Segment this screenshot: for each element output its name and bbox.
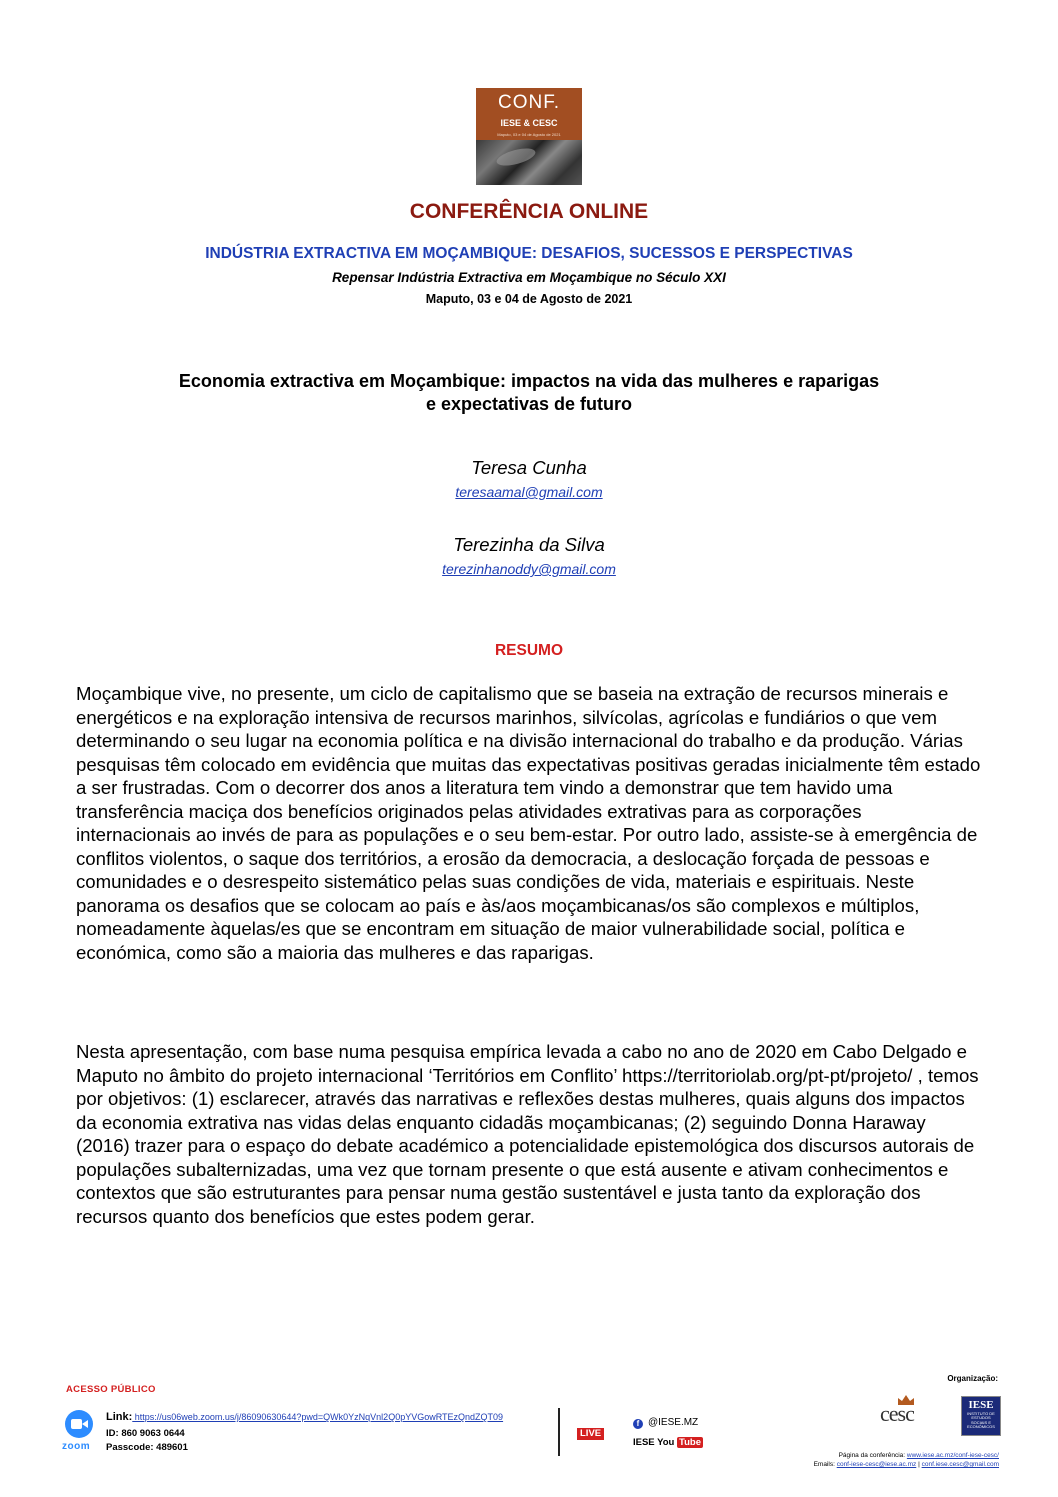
zoom-id-label: ID: [106,1428,119,1439]
live-badge: LIVE [577,1428,604,1440]
organizers-label: Organização: [947,1374,998,1383]
author-name: Teresa Cunha [471,457,587,478]
iese-logo-text: IESE [968,1399,994,1411]
emails-separator: | [916,1461,922,1468]
conference-subtitle: INDÚSTRIA EXTRACTIVA EM MOÇAMBIQUE: DESAFIOS, SUCESSOS E PERSPECTIVAS [205,245,853,262]
abstract-paragraph-1: Moçambique vive, no presente, um ciclo de capitalismo que se baseia na extração de recursos minerais e energéticos e na exploração intensiva de recursos marinhos, silvícolas, agrícolas e fundiários o que vem determinando o seu lugar na economia política e na divisão internacional do trabalho e da produção. Várias pesquisas têm colocado em evidência que muitas das expectativas positivas geradas inicialmente têm estado a ser frustradas. Com o decorrer dos anos a literatura tem vindo a demonstrar que tem havido uma transferência maciça dos benefícios originados pelas atividades extrativas para as corporações internacionais ao invés de para as populações e o seu bem-estar. Por outro lado, assiste-se à emergência de conflitos violentos, o saque dos territórios, a erosão da democracia, a deslocação forçada de pessoas e comunidades e o desrespeito sistemático pelas suas condições de vida, materiais e espirituais. Neste panorama os desafios que se colocam ao país e às/aos moçambicanas/os são complexos e múltiplos, nomeadamente àquelas/es que se encontram em situação de maior vulnerabilidade social, política e económica, como são a maioria das mulheres e das raparigas. [76,683,981,963]
iese-logo-subtext: INSTITUTO DE ESTUDOS SOCIAIS E ECONÓMICOS [967,1411,995,1429]
youtube-icon: Tube [679,1437,701,1448]
paper-title-line-2: e expectativas de futuro [425,394,633,414]
abstract-paragraph-2: Nesta apresentação, com base numa pesquisa empírica levada a cabo no ano de 2020 em Cabo Delgado e Maputo no âmbito do projeto internacional ‘Territórios em Conflito’ https://territoriolab.org/pt-pt/projeto/ , temos por objetivos: (1) esclarecer, através das narrativas e reflexões destas mulheres, quais alguns dos impactos da economia extrativa nas vidas delas enquanto cidadãs moçambicanas; (2) seguindo Donna Haraway (2016) trazer para o espaço do debate académico a potencialidade epistemológica dos discursos autorais de populações subalternizadas, uma vez que tornam presente o que está ausente e ativam conhecimentos e contextos que são estruturantes para pensar numa gestão sustentável e justa tanto da exploração dos recursos quanto dos benefícios que estes podem gerar. [76,1041,979,1227]
zoom-wordmark: zoom [62,1441,91,1452]
email-link[interactable]: conf-iese-cesc@iese.ac.mz [836,1461,917,1468]
logo-line-date: Maputo, 03 e 04 de Agosto de 2021 [497,132,561,137]
cesc-logo-text: cesc [880,1401,914,1426]
email-link[interactable]: conf.iese.cesc@gmail.com [921,1461,999,1468]
youtube-channel[interactable] [633,1437,703,1448]
emails-row [700,1461,999,1468]
zoom-id-row [106,1428,185,1439]
zoom-link-label: Link: [106,1411,133,1423]
conference-page-label: Página da conferência: [838,1452,907,1459]
paper-title-line-1: Economia extractiva em Moçambique: impactos na vida das mulheres e raparigas [178,371,880,391]
zoom-passcode-row [106,1442,188,1453]
zoom-id-value: 860 9063 0644 [121,1428,185,1439]
zoom-passcode-label: Passcode: [106,1442,154,1453]
cesc-logo [878,1395,940,1435]
conference-page-link[interactable]: www.iese.ac.mz/conf-iese-cesc/ [906,1452,999,1459]
abstract-heading: RESUMO [494,642,564,659]
facebook-handle[interactable]: @IESE.MZ [648,1417,699,1428]
author-email-link[interactable]: terezinhanoddy@gmail.com [442,561,616,577]
author-email-link[interactable]: teresaamal@gmail.com [455,484,603,500]
conference-tagline: Repensar Indústria Extractiva em Moçambique no Século XXI [332,270,726,285]
zoom-link-url[interactable]: https://us06web.zoom.us/j/86090630644?pwd=QWk0YzNqVnl2Q0pYVGowRTEzQndZQT09 [132,1412,504,1422]
conference-date: Maputo, 03 e 04 de Agosto de 2021 [425,292,633,306]
iese-logo [961,1396,1001,1436]
zoom-link-row [106,1411,503,1423]
conference-title: CONFERÊNCIA ONLINE [409,200,649,223]
youtube-prefix: IESE You [633,1437,675,1448]
logo-line-organizers: IESE & CESC [500,118,558,128]
zoom-passcode-value: 489601 [156,1442,188,1453]
zoom-camera-icon [65,1410,93,1438]
logo-line-conf: CONF. [498,92,560,113]
facebook-icon: f [633,1419,643,1429]
public-access-label: ACESSO PÚBLICO [66,1384,156,1395]
emails-label: Emails: [813,1461,837,1468]
logo-photo [476,140,582,185]
paper-title [0,370,1058,416]
author-name: Terezinha da Silva [453,534,605,555]
footer-divider [558,1408,560,1456]
conference-page-row [700,1452,999,1459]
conference-logo [476,88,582,185]
